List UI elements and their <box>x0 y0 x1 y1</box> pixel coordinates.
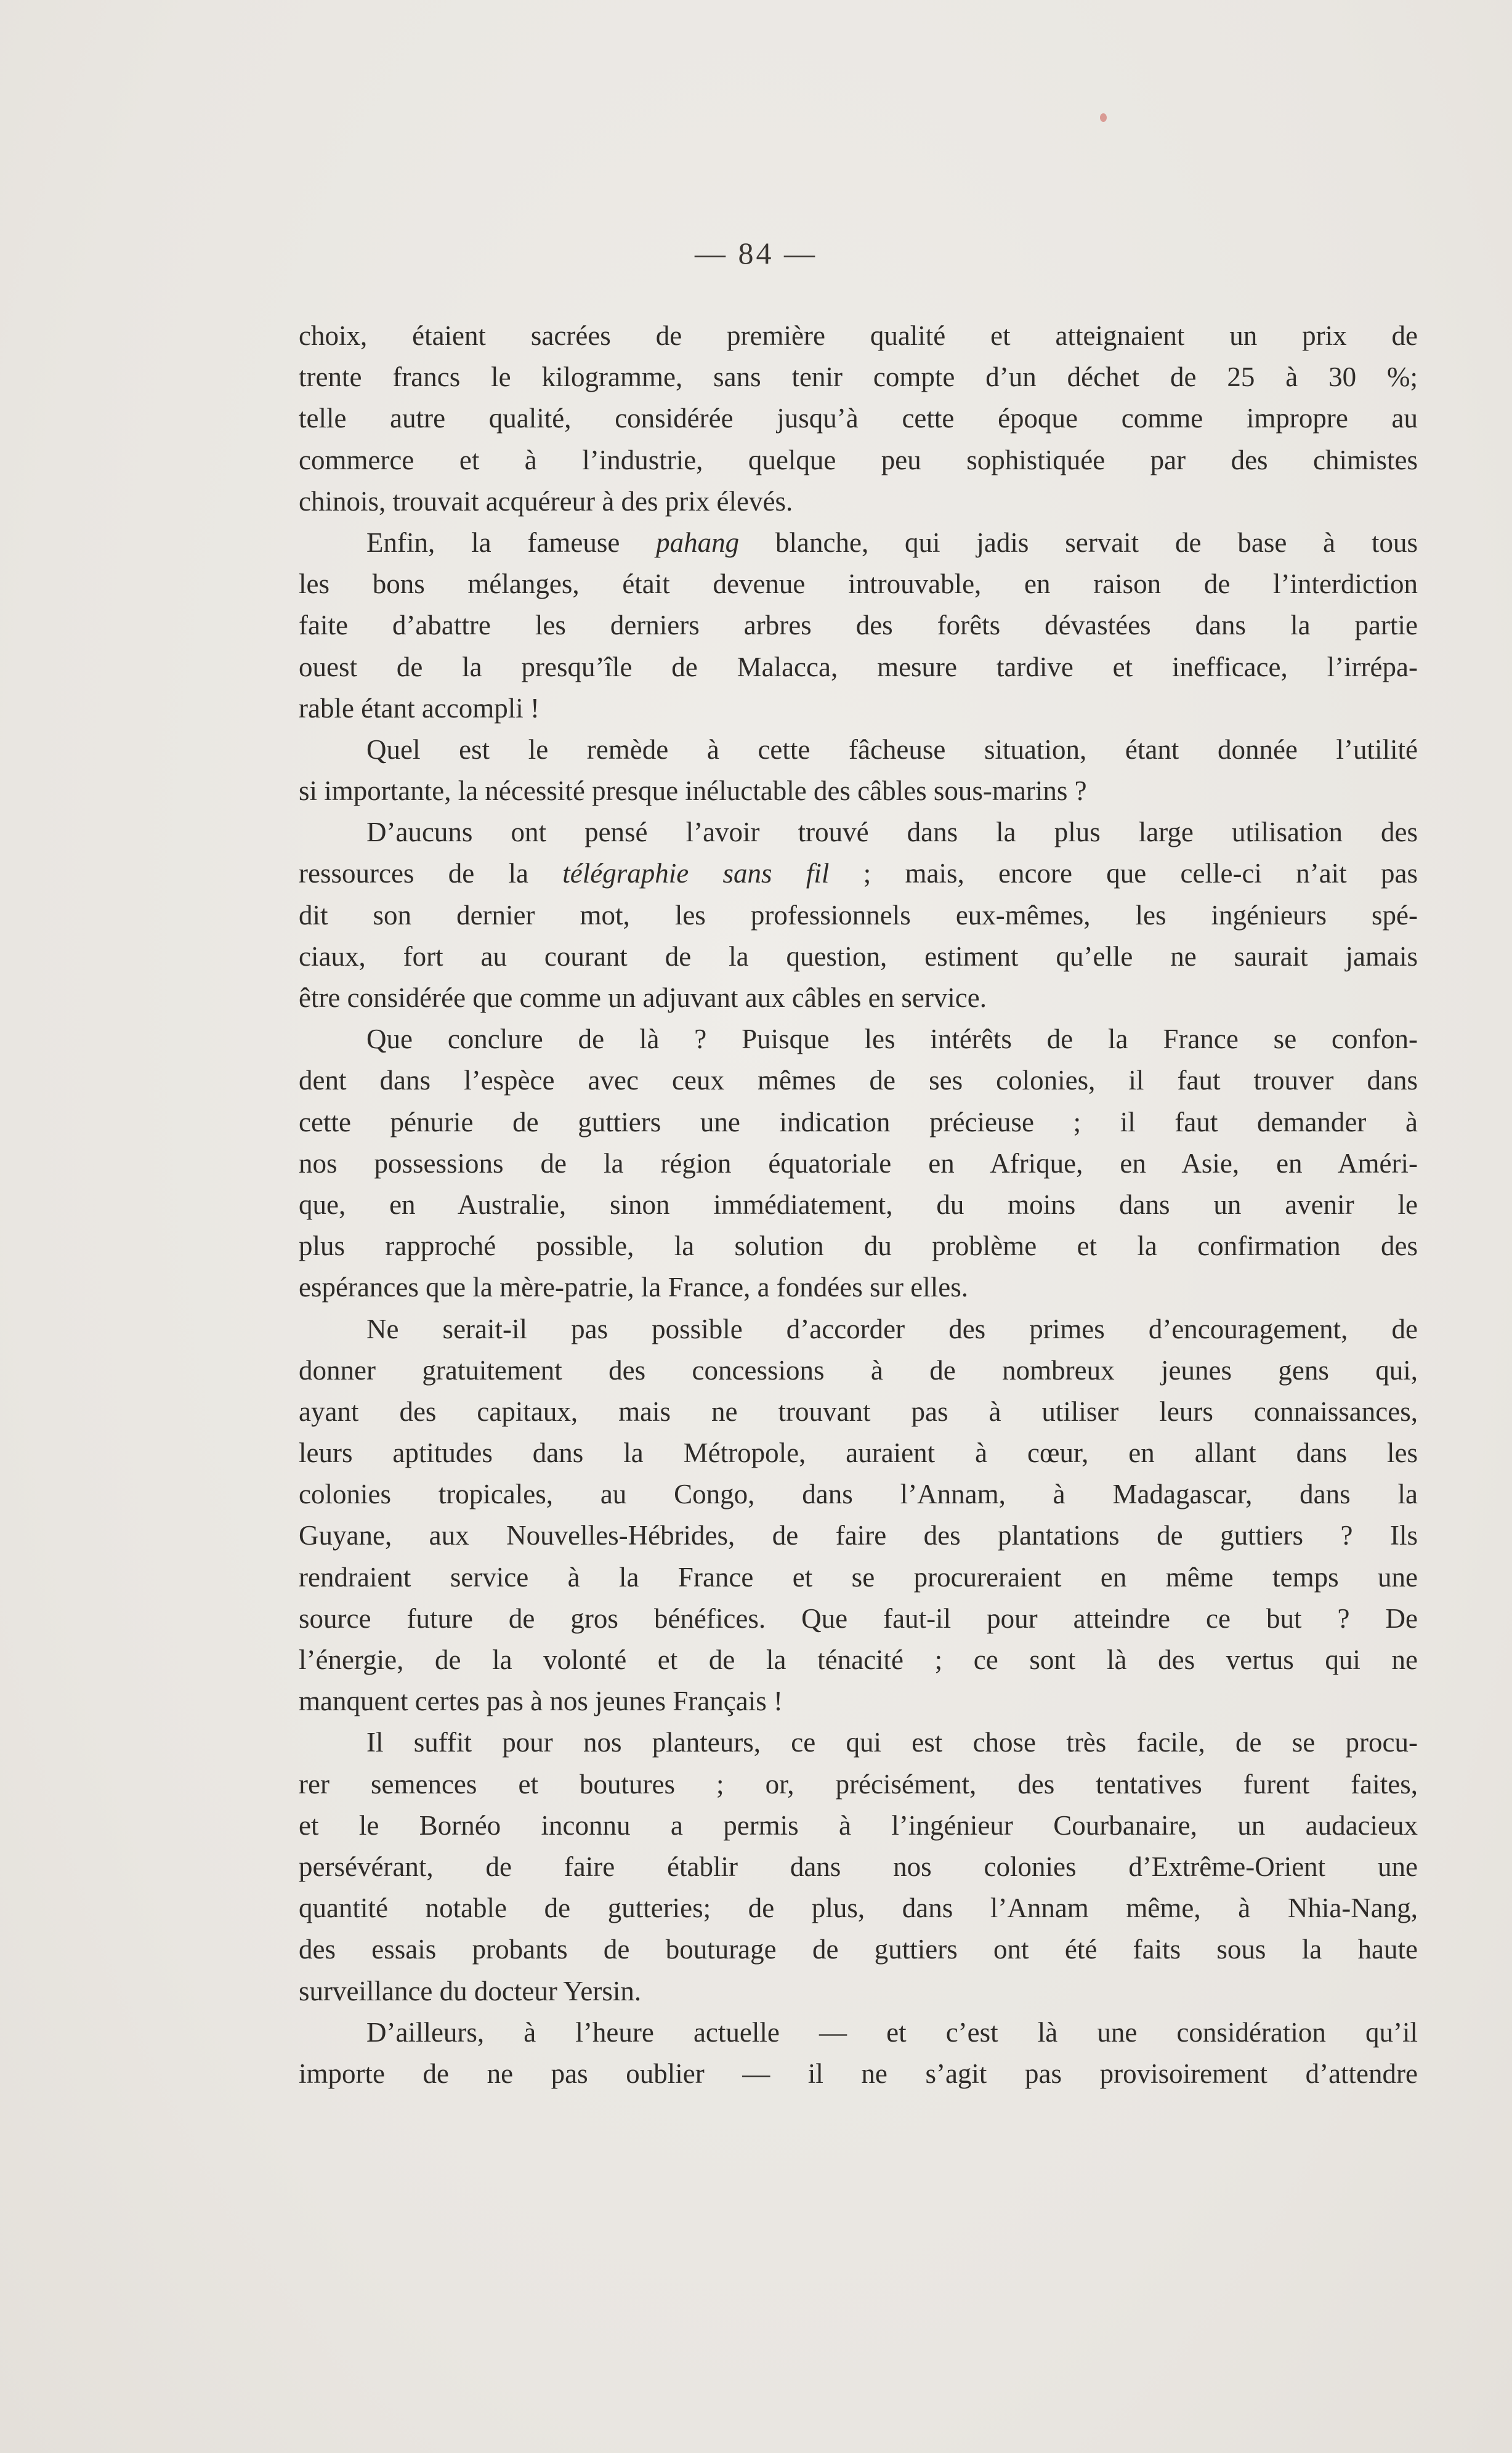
text-line: trente francs le kilogramme, sans tenir compte d’un déchet de 25 à 30 %; <box>299 362 1418 393</box>
text-line: dit son dernier mot, les professionnels eux-mêmes, les ingénieurs spé- <box>299 899 1418 931</box>
text-line: être considérée que comme un adjuvant aux câbles en service. <box>299 982 987 1013</box>
text-line: commerce et à l’industrie, quelque peu sophistiquée par des chimistes <box>299 444 1418 475</box>
text-line: cette pénurie de guttiers une indication précieuse ; il faut demander à <box>299 1106 1418 1138</box>
text-line: Ne serait-il pas possible d’accorder des primes d’encouragement, de <box>366 1313 1418 1344</box>
text-line: rable étant accompli ! <box>299 692 540 724</box>
text-line: faite d’abattre les derniers arbres des forêts dévastées dans la partie <box>299 610 1418 641</box>
text-line: Quel est le remède à cette fâcheuse situation, étant donnée l’utilité <box>366 733 1418 765</box>
text-line: chinois, trouvait acquéreur à des prix élevés. <box>299 485 793 517</box>
text-line: des essais probants de bouturage de guttiers ont été faits sous la haute <box>299 1934 1418 1965</box>
text-segment: ressources de la <box>299 858 563 889</box>
italic-term: pahang <box>656 527 740 558</box>
text-line: ciaux, fort au courant de la question, estiment qu’elle ne saurait jamais <box>299 940 1418 972</box>
text-segment: ; mais, encore que celle-ci n’ait pas <box>829 858 1418 889</box>
text-line: rendraient service à la France et se procureraient en même temps une <box>299 1561 1418 1593</box>
text-line: rer semences et boutures ; or, précisément, des tentatives furent faites, <box>299 1768 1418 1800</box>
text-line: espérances que la mère-patrie, la France, a fondées sur elles. <box>299 1272 968 1303</box>
text-segment: Enfin, la fameuse <box>366 527 657 558</box>
text-line: que, en Australie, sinon immédiatement, du moins dans un avenir le <box>299 1189 1418 1220</box>
text-line: dent dans l’espèce avec ceux mêmes de ses colonies, il faut trouver dans <box>299 1065 1418 1096</box>
text-line: Guyane, aux Nouvelles-Hébrides, de faire des plantations de guttiers ? Ils <box>299 1520 1418 1551</box>
text-line: l’énergie, de la volonté et de la ténacité ; ce sont là des vertus qui ne <box>299 1644 1418 1675</box>
text-line: persévérant, de faire établir dans nos colonies d’Extrême-Orient une <box>299 1851 1418 1882</box>
text-line: source future de gros bénéfices. Que faut-il pour atteindre ce but ? De <box>299 1602 1418 1634</box>
text-line: Que conclure de là ? Puisque les intérêts de la France se confon- <box>366 1024 1418 1055</box>
text-line: plus rapproché possible, la solution du problème et la confirmation des <box>299 1231 1418 1262</box>
text-line: telle autre qualité, considérée jusqu’à cette époque comme impropre au <box>299 403 1418 434</box>
ink-spot <box>1100 113 1107 122</box>
text-line: leurs aptitudes dans la Métropole, auraient à cœur, en allant dans les <box>299 1437 1418 1469</box>
text-line <box>299 853 1418 894</box>
page-number: — 84 — <box>695 236 817 270</box>
text-line: nos possessions de la région équatoriale en Afrique, en Asie, en Améri- <box>299 1147 1418 1179</box>
text-line: donner gratuitement des concessions à de nombreux jeunes gens qui, <box>299 1354 1418 1386</box>
text-line: manquent certes pas à nos jeunes Français ! <box>299 1686 783 1717</box>
body-text <box>299 315 1418 2095</box>
text-line: Il suffit pour nos planteurs, ce qui est chose très facile, de se procu- <box>366 1727 1418 1758</box>
text-line: les bons mélanges, était devenue introuvable, en raison de l’interdiction <box>299 568 1418 600</box>
text-line: et le Bornéo inconnu a permis à l’ingénieur Courbanaire, un audacieux <box>299 1809 1418 1841</box>
text-line: si importante, la nécessité presque inéluctable des câbles sous-marins ? <box>299 775 1087 807</box>
text-line: colonies tropicales, au Congo, dans l’Annam, à Madagascar, dans la <box>299 1479 1418 1510</box>
text-line: quantité notable de gutteries; de plus, dans l’Annam même, à Nhia-Nang, <box>299 1893 1418 1924</box>
text-line: ouest de la presqu’île de Malacca, mesure tardive et inefficace, l’irrépa- <box>299 651 1418 682</box>
italic-term: télégraphie sans fil <box>562 858 830 889</box>
text-segment: blanche, qui jadis servait de base à tous <box>739 527 1418 558</box>
text-line <box>299 522 1418 564</box>
text-line: surveillance du docteur Yersin. <box>299 1975 642 2006</box>
text-line: choix, étaient sacrées de première qualité et atteignaient un prix de <box>299 320 1418 351</box>
text-line: ayant des capitaux, mais ne trouvant pas à utiliser leurs connaissances, <box>299 1396 1418 1427</box>
text-line: D’aucuns ont pensé l’avoir trouvé dans la plus large utilisation des <box>366 817 1418 848</box>
text-line: D’ailleurs, à l’heure actuelle — et c’est là une considération qu’il <box>366 2016 1418 2048</box>
text-line: importe de ne pas oublier — il ne s’agit pas provisoirement d’attendre <box>299 2058 1418 2089</box>
